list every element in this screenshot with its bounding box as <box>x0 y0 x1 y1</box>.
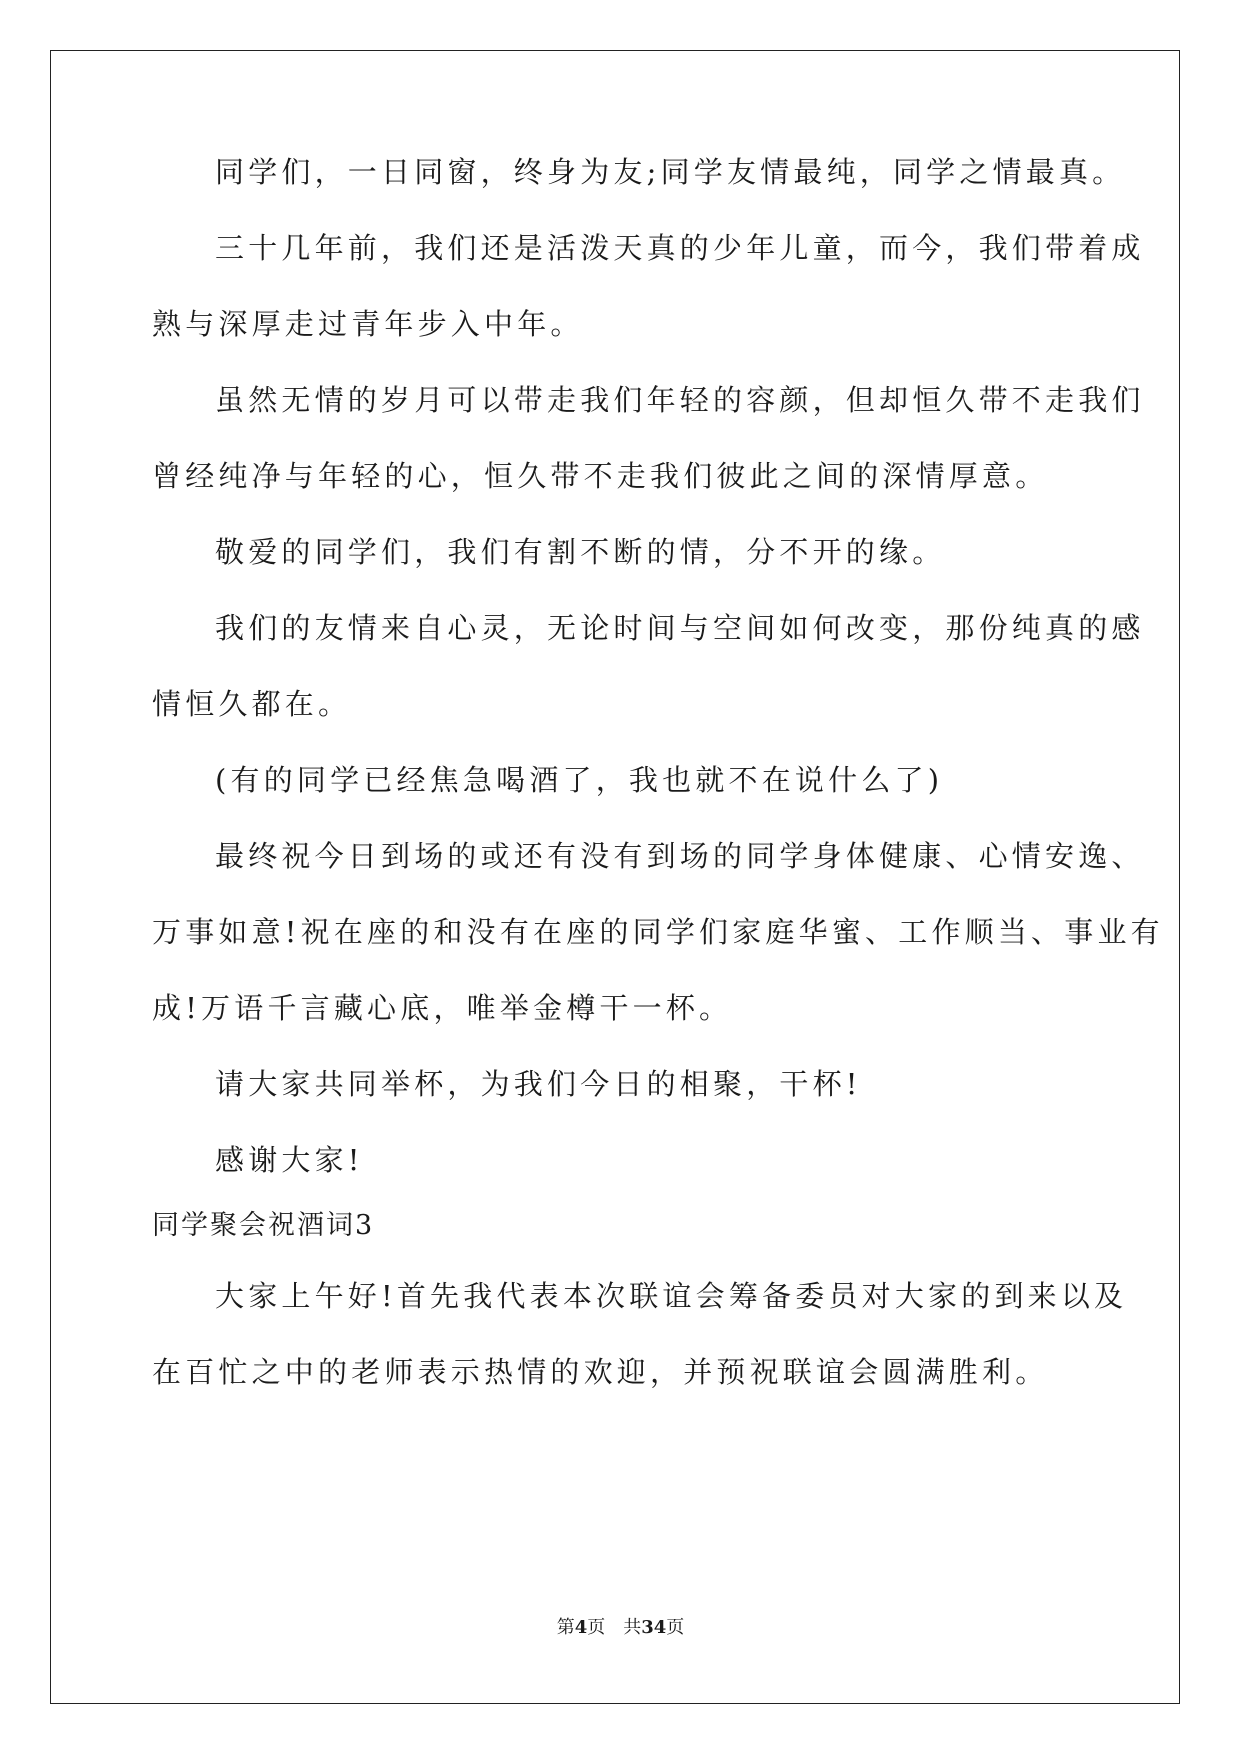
paragraph-line: 感谢大家! <box>215 1143 364 1177</box>
paragraph-line: (有的同学已经焦急喝酒了，我也就不在说什么了) <box>215 763 944 797</box>
paragraph-line: 熟与深厚走过青年步入中年。 <box>152 307 584 341</box>
footer-prefix: 第 <box>556 1617 575 1638</box>
paragraph-line: 请大家共同举杯，为我们今日的相聚，干杯! <box>215 1067 862 1101</box>
footer-page-number: 4 <box>574 1617 588 1638</box>
paragraph-line: 情恒久都在。 <box>152 687 352 721</box>
paragraph-line: 同学们，一日同窗，终身为友;同学友情最纯，同学之情最真。 <box>215 155 1126 189</box>
paragraph-line: 大家上午好!首先我代表本次联谊会筹备委员对大家的到来以及 <box>215 1279 1128 1313</box>
paragraph-line: 最终祝今日到场的或还有没有到场的同学身体健康、心情安逸、 <box>215 839 1145 873</box>
footer-total-suffix: 页 <box>666 1617 685 1638</box>
paragraph-line: 万事如意!祝在座的和没有在座的同学们家庭华蜜、工作顺当、事业有 <box>152 915 1164 949</box>
page-border <box>50 50 1180 1704</box>
footer-total-prefix: 共 <box>623 1617 642 1638</box>
paragraph-line: 三十几年前，我们还是活泼天真的少年儿童，而今，我们带着成 <box>215 231 1145 265</box>
section-heading: 同学聚会祝酒词3 <box>152 1210 375 1241</box>
paragraph-line: 曾经纯净与年轻的心，恒久带不走我们彼此之间的深情厚意。 <box>152 459 1049 493</box>
paragraph-line: 成!万语千言藏心底，唯举金樽干一杯。 <box>152 991 733 1025</box>
paragraph-line: 我们的友情来自心灵，无论时间与空间如何改变，那份纯真的感 <box>215 611 1145 645</box>
paragraph-line: 敬爱的同学们，我们有割不断的情，分不开的缘。 <box>215 535 946 569</box>
page-footer <box>0 1613 1241 1639</box>
paragraph-line: 在百忙之中的老师表示热情的欢迎，并预祝联谊会圆满胜利。 <box>152 1355 1049 1389</box>
paragraph-line: 虽然无情的岁月可以带走我们年轻的容颜，但却恒久带不走我们 <box>215 383 1145 417</box>
footer-total-pages: 34 <box>641 1617 667 1638</box>
footer-page-suffix: 页 <box>587 1617 606 1638</box>
